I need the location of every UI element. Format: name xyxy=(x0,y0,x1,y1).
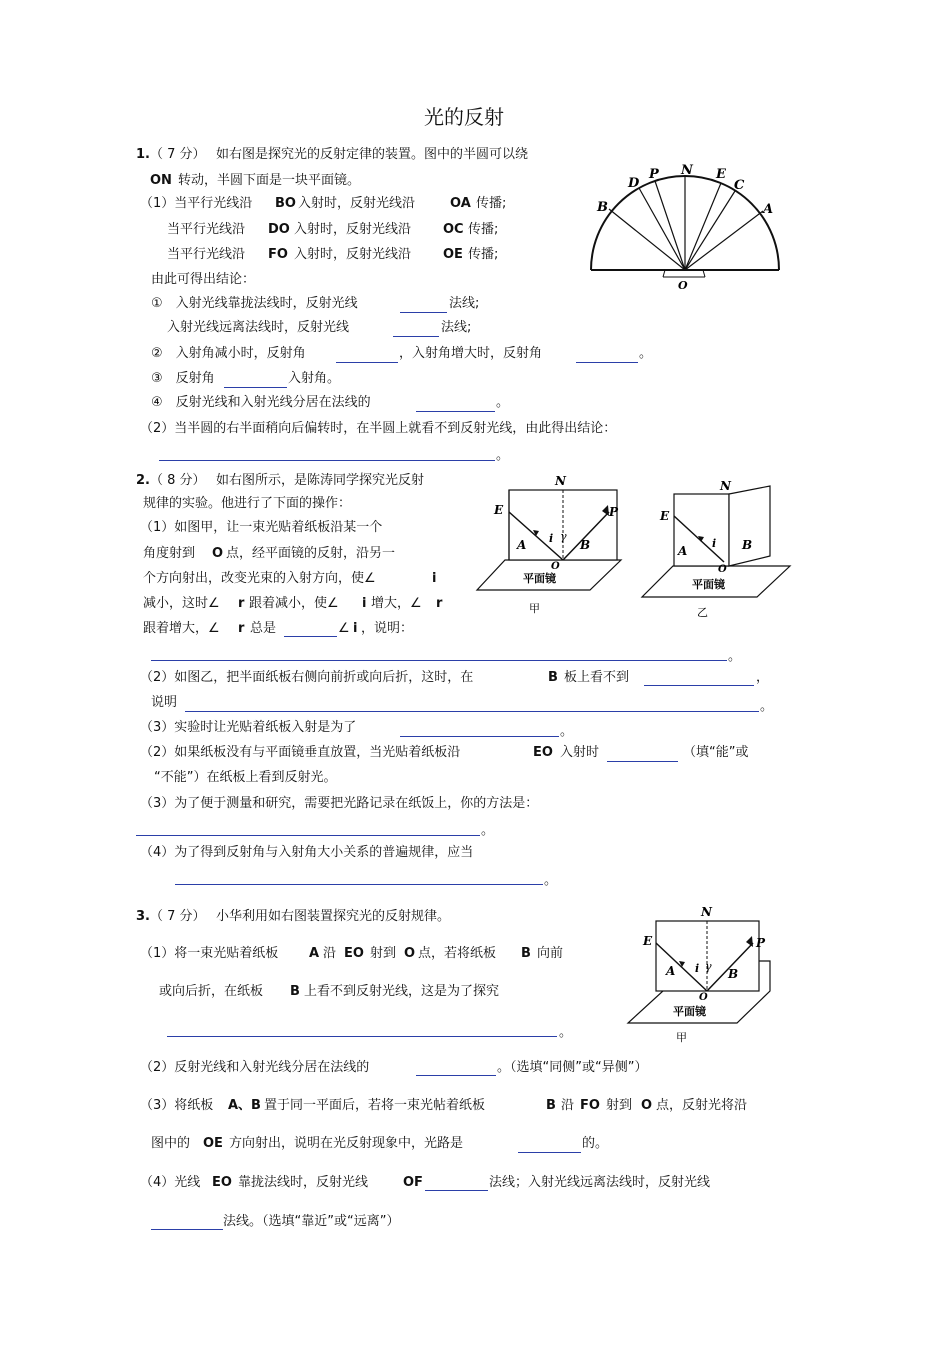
q3-text: 小华利用如右图装置探究光的反射规律。 xyxy=(216,909,451,924)
q1-p1-end: 传播; xyxy=(476,196,507,211)
q3-text: （1）将一束光贴着纸板 xyxy=(140,946,279,961)
ray-label: FO xyxy=(268,247,288,262)
answer-blank[interactable] xyxy=(175,884,543,885)
fig-label: N xyxy=(720,479,731,493)
q2-text: 总是 xyxy=(250,621,277,636)
q3-text: 沿 xyxy=(323,946,337,961)
q2-text: “不能”）在纸板上看到反射光。 xyxy=(154,770,337,785)
answer-blank[interactable] xyxy=(644,685,754,686)
fig-label: A xyxy=(666,964,676,978)
q1-c1b: 入射光线远离法线时，反射光线 xyxy=(167,320,350,335)
q2-text: （3）实验时让光贴着纸板入射是为了 xyxy=(140,720,357,735)
reflection-figure-q3 xyxy=(625,903,785,1053)
ray-label: OC xyxy=(443,222,464,237)
q3-text: 沿 xyxy=(561,1098,575,1113)
q3-text: （4）光线 xyxy=(140,1175,201,1190)
q3-symbol: OE xyxy=(203,1136,223,1151)
figure-caption: 甲 xyxy=(676,1031,687,1044)
q1-number: 1. xyxy=(136,147,150,162)
fig-label: C xyxy=(734,178,745,193)
q3-text: 射到 xyxy=(606,1098,633,1113)
mirror-label: 平面镜 xyxy=(523,572,556,585)
fig-label: N xyxy=(681,163,693,178)
q3-text: 或向后折，在纸板 xyxy=(159,984,264,999)
q2-symbol: r xyxy=(436,596,443,611)
q3-symbol: FO xyxy=(580,1098,600,1113)
q3-symbol: B xyxy=(521,946,531,961)
q3-text: （2）反射光线和入射光线分居在法线的 xyxy=(140,1060,370,1075)
q2-text: 。 xyxy=(544,873,558,888)
mirror-label: 平面镜 xyxy=(692,578,725,591)
figure-caption: 乙 xyxy=(697,606,708,619)
q2-text: ∠ xyxy=(338,621,350,636)
q2-text: （3）为了便于测量和研究，需要把光路记录在纸饭上，你的方法是： xyxy=(140,796,539,811)
fig-label: O xyxy=(678,279,688,292)
answer-blank[interactable] xyxy=(151,660,727,661)
page-title: 光的反射 xyxy=(424,105,504,129)
q1-p2: 当平行光线沿 xyxy=(167,222,246,237)
q2-text: ， xyxy=(756,670,770,685)
fig-label: D xyxy=(628,176,640,191)
q2-text: 说明 xyxy=(151,695,178,710)
q2-symbol: EO xyxy=(533,745,553,760)
q2-text: 角度射到 xyxy=(143,546,196,561)
q1-c1b-end: 法线; xyxy=(441,320,472,335)
q3-symbol: O xyxy=(404,946,416,961)
q1-p2-mid: 入射时，反射光线沿 xyxy=(294,222,412,237)
q2-text: 减小，这时∠ xyxy=(143,596,220,611)
mirror-label: 平面镜 xyxy=(673,1005,706,1018)
q2-text: ，说明： xyxy=(361,621,414,636)
q1-part2: （2）当半圆的右半面稍向后偏转时，在半圆上就看不到反射光线，由此得出结论： xyxy=(140,421,617,436)
q3-text: 射到 xyxy=(370,946,397,961)
fig-label: P xyxy=(649,167,659,182)
answer-blank[interactable] xyxy=(284,636,337,637)
answer-blank[interactable] xyxy=(185,711,759,712)
q2-text: 点，经平面镜的反射，沿另一 xyxy=(226,546,396,561)
answer-blank[interactable] xyxy=(416,1075,496,1076)
q3-text: 向前 xyxy=(537,946,564,961)
q2-text: （填“能”或 xyxy=(683,745,749,760)
fig-label: A xyxy=(678,544,688,558)
q1-c4a: ④ 反射光线和入射光线分居在法线的 xyxy=(151,395,371,410)
q3-symbol: OF xyxy=(403,1175,423,1190)
reflection-figure-jia xyxy=(475,472,635,622)
q1-p1-mid: 入射时，反射光线沿 xyxy=(298,196,416,211)
q1-text: 转动，半圆下面是一块平面镜。 xyxy=(178,173,361,188)
ray-label: BO xyxy=(275,196,296,211)
fig-label: P xyxy=(609,505,619,519)
q1-c1a: ① 入射光线靠拢法线时，反射光线 xyxy=(151,296,358,311)
q2-symbol: r xyxy=(238,596,245,611)
q3-text: 的。 xyxy=(582,1136,609,1151)
q3-symbol: A、B xyxy=(228,1098,261,1113)
fig-label: P xyxy=(756,936,766,950)
q1-c3a: ③ 反射角 xyxy=(151,371,215,386)
q2-text: （2）如图乙，把半面纸板右侧向前折或向后折，这时，在 xyxy=(140,670,474,685)
q2-symbol: i xyxy=(362,596,367,611)
fig-label: E xyxy=(643,934,653,948)
answer-blank[interactable] xyxy=(400,736,559,737)
q3-symbol: B xyxy=(546,1098,556,1113)
q2-text: 。 xyxy=(560,724,574,739)
q2-text: 板上看不到 xyxy=(564,670,630,685)
q2-text: 跟着增大，∠ xyxy=(143,621,220,636)
q1-c2a: ② 入射角减小时，反射角 xyxy=(151,346,306,361)
q3-symbol: EO xyxy=(212,1175,232,1190)
q1-c1a-end: 法线; xyxy=(449,296,480,311)
q1-p3-mid: 入射时，反射光线沿 xyxy=(294,247,412,262)
q2-text: 入射时 xyxy=(560,745,600,760)
answer-blank[interactable] xyxy=(136,835,480,836)
q2-symbol: O xyxy=(212,546,224,561)
answer-blank[interactable] xyxy=(224,387,287,388)
q3-symbol: O xyxy=(641,1098,653,1113)
q3-symbol: EO xyxy=(344,946,364,961)
q3-text: （3）将纸板 xyxy=(140,1098,214,1113)
fig-label: N xyxy=(701,905,712,919)
q2-symbol: i xyxy=(432,571,437,586)
fig-label: i xyxy=(549,532,554,545)
q3-text: 。（选填“同侧”或“异侧”） xyxy=(497,1060,648,1075)
q2-text: 规律的实验。他进行了下面的操作： xyxy=(143,496,352,511)
q2-symbol: r xyxy=(238,621,245,636)
fig-label: O xyxy=(699,992,708,1003)
answer-blank[interactable] xyxy=(167,1036,557,1037)
q3-text: 置于同一平面后，若将一束光帖着纸板 xyxy=(264,1098,486,1113)
q2-text: 。 xyxy=(481,823,495,838)
q3-score: （ 7 分） xyxy=(150,909,206,924)
answer-blank[interactable] xyxy=(576,362,638,363)
q3-text: 上看不到反射光线，这是为了探究 xyxy=(304,984,500,999)
fig-label: A xyxy=(763,202,774,217)
q3-text: 点，若将纸板 xyxy=(418,946,497,961)
fig-label: N xyxy=(555,474,566,488)
q2-score: （ 8 分） xyxy=(150,473,206,488)
q1-c3-end: 入射角。 xyxy=(288,371,341,386)
q2-number: 2. xyxy=(136,473,150,488)
answer-blank[interactable] xyxy=(416,411,495,412)
fig-label: O xyxy=(551,561,560,572)
fig-label: B xyxy=(580,538,591,552)
q3-text: 法线。（选填“靠近”或“远离”） xyxy=(223,1214,400,1229)
q1-c2-end: 。 xyxy=(639,346,653,361)
q1-on-label: ON xyxy=(150,173,172,188)
q2-text: 如右图所示，是陈涛同学探究光反射 xyxy=(216,473,425,488)
ray-label: OA xyxy=(450,196,471,211)
fig-label: E xyxy=(716,167,726,182)
q1-p1: （1）当平行光线沿 xyxy=(140,196,253,211)
q1-c4-end: 。 xyxy=(496,395,510,410)
q2-text: 增大，∠ xyxy=(371,596,422,611)
q1-p3: 当平行光线沿 xyxy=(167,247,246,262)
q1-c2b: ，入射角增大时，反射角 xyxy=(399,346,543,361)
q1-score: （ 7 分） xyxy=(150,147,206,162)
fig-label: i xyxy=(712,537,717,550)
ray-label: OE xyxy=(443,247,463,262)
figure-caption: 甲 xyxy=(529,602,540,615)
answer-blank[interactable] xyxy=(607,761,678,762)
fig-label: i xyxy=(695,962,700,975)
q1-text: 如右图是探究光的反射定律的装置。图中的半圆可以绕 xyxy=(216,147,529,162)
q3-text: 。 xyxy=(559,1025,573,1040)
answer-blank[interactable] xyxy=(159,460,495,461)
fig-label: A xyxy=(517,538,527,552)
q3-text: 图中的 xyxy=(151,1136,191,1151)
q1-p3-end: 传播; xyxy=(468,247,499,262)
q2-text: （2）如果纸板没有与平面镜垂直放置，当光贴着纸板沿 xyxy=(140,745,461,760)
q2-text: （4）为了得到反射角与入射角大小关系的普遍规律，应当 xyxy=(140,845,474,860)
q1-conclude: 由此可得出结论： xyxy=(151,272,256,287)
q3-text: 法线；入射光线远离法线时，反射光线 xyxy=(489,1175,711,1190)
q2-symbol: B xyxy=(548,670,558,685)
fig-label: B xyxy=(742,538,753,552)
q3-symbol: A xyxy=(309,946,320,961)
semicircle-figure xyxy=(585,155,790,295)
q3-symbol: B xyxy=(290,984,300,999)
fig-label: E xyxy=(494,503,504,517)
q3-number: 3. xyxy=(136,909,150,924)
q1-p2-end: 传播; xyxy=(468,222,499,237)
q2-text: 。 xyxy=(728,649,742,664)
fig-label: B xyxy=(728,967,739,981)
answer-blank[interactable] xyxy=(518,1152,581,1153)
q2-text: 。 xyxy=(760,699,774,714)
q2-text: （1）如图甲，让一束光贴着纸板沿某一个 xyxy=(140,520,383,535)
q3-text: 靠拢法线时，反射光线 xyxy=(238,1175,369,1190)
fig-label: E xyxy=(660,509,670,523)
q3-text: 方向射出，说明在光反射现象中，光路是 xyxy=(229,1136,464,1151)
answer-blank[interactable] xyxy=(425,1190,488,1191)
q1-part2-end: 。 xyxy=(496,448,510,463)
q2-text: 个方向射出，改变光束的入射方向，使∠ xyxy=(143,571,376,586)
fig-label: O xyxy=(718,564,727,575)
q3-text: 点，反射光将沿 xyxy=(656,1098,748,1113)
answer-blank[interactable] xyxy=(400,312,447,313)
fig-label: γ xyxy=(560,530,567,543)
q2-symbol: i xyxy=(353,621,358,636)
answer-blank[interactable] xyxy=(393,336,439,337)
reflection-figure-yi xyxy=(640,476,800,626)
q2-text: 跟着减小，使∠ xyxy=(249,596,339,611)
fig-label: γ xyxy=(705,960,712,973)
fig-label: B xyxy=(597,200,608,215)
answer-blank[interactable] xyxy=(151,1229,223,1230)
answer-blank[interactable] xyxy=(336,362,398,363)
ray-label: DO xyxy=(268,222,290,237)
